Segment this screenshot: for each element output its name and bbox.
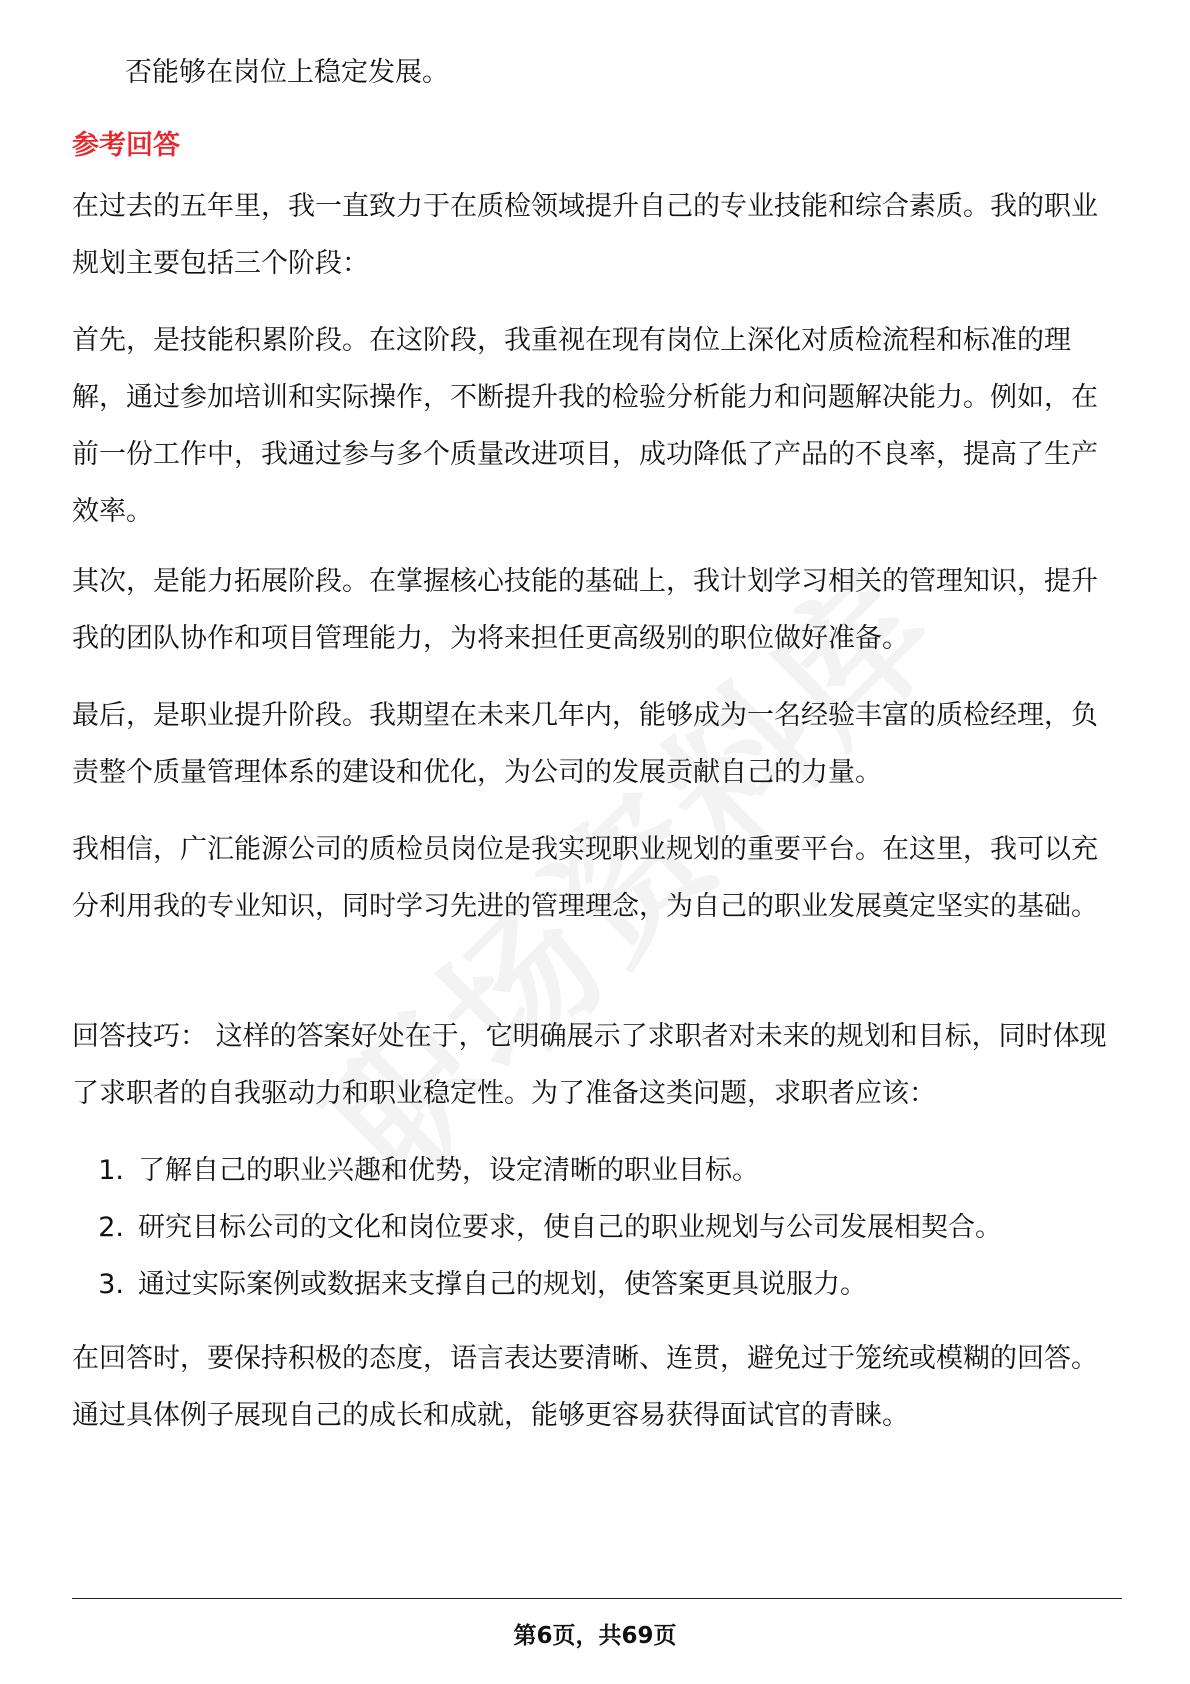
list-number: 1. xyxy=(98,1155,124,1186)
paragraph-closing: 在回答时，要保持积极的态度，语言表达要清晰、连贯，避免过于笼统或模糊的回答。通过具体例子展现自己的成长和成就，能够更容易获得面试官的青睐。 xyxy=(72,1343,1098,1431)
list-item xyxy=(72,1142,1122,1199)
page-number: 第6页，共69页 xyxy=(513,1623,677,1649)
footer-divider xyxy=(72,1598,1122,1599)
reference-answer-heading: 参考回答 xyxy=(72,130,180,161)
continuation-line: 否能够在岗位上稳定发展。 xyxy=(125,57,449,88)
paragraph-stage-two: 其次，是能力拓展阶段。在掌握核心技能的基础上，我计划学习相关的管理知识，提升我的团队协作和项目管理能力，为将来担任更高级别的职位做好准备。 xyxy=(72,566,1098,654)
list-item xyxy=(72,1256,1122,1313)
list-number: 3. xyxy=(98,1269,124,1300)
list-text: 研究目标公司的文化和岗位要求，使自己的职业规划与公司发展相契合。 xyxy=(138,1212,1002,1243)
list-text: 通过实际案例或数据来支撑自己的规划，使答案更具说服力。 xyxy=(138,1269,867,1300)
tips-list xyxy=(72,1142,1122,1313)
paragraph-stage-three: 最后，是职业提升阶段。我期望在未来几年内，能够成为一名经验丰富的质检经理，负责整个质量管理体系的建设和优化，为公司的发展贡献自己的力量。 xyxy=(72,700,1098,788)
list-number: 2. xyxy=(98,1212,124,1243)
paragraph-stage-one: 首先，是技能积累阶段。在这阶段，我重视在现有岗位上深化对质检流程和标准的理解，通过参加培训和实际操作，不断提升我的检验分析能力和问题解决能力。例如，在前一份工作中，我通过参与多个质量改进项目，成功降低了产品的不良率，提高了生产效率。 xyxy=(72,325,1098,527)
paragraph-company: 我相信，广汇能源公司的质检员岗位是我实现职业规划的重要平台。在这里，我可以充分利用我的专业知识，同时学习先进的管理理念，为自己的职业发展奠定坚实的基础。 xyxy=(72,834,1098,922)
list-item xyxy=(72,1199,1122,1256)
paragraph-tips: 回答技巧： 这样的答案好处在于，它明确展示了求职者对未来的规划和目标，同时体现了求职者的自我驱动力和职业稳定性。为了准备这类问题，求职者应该： xyxy=(72,1021,1107,1109)
paragraph-intro: 在过去的五年里，我一直致力于在质检领域提升自己的专业技能和综合素质。我的职业规划主要包括三个阶段： xyxy=(72,191,1098,279)
list-text: 了解自己的职业兴趣和优势，设定清晰的职业目标。 xyxy=(138,1155,759,1186)
